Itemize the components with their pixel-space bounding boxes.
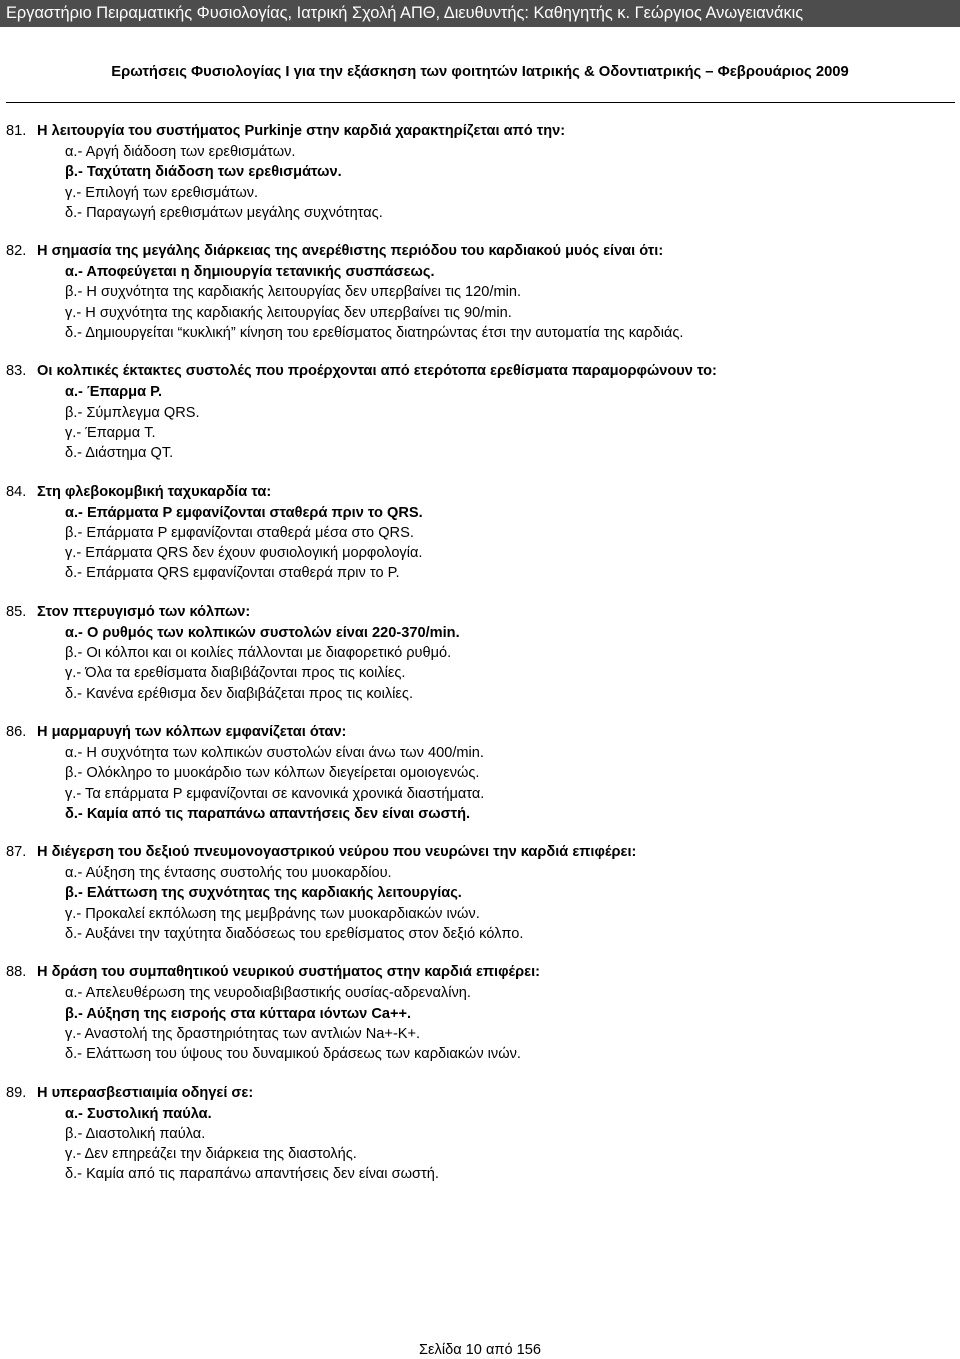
- answer-option-correct: α.- Ο ρυθμός των κολπικών συστολών είναι 220-370/min.: [65, 624, 460, 641]
- question-number: 82.: [6, 243, 27, 260]
- page-number: Σελίδα 10 από 156: [419, 1342, 541, 1358]
- question-number: 84.: [6, 483, 27, 500]
- answer-option: δ.- Κανένα ερέθισμα δεν διαβιβάζεται προς τις κοιλίες.: [65, 685, 414, 702]
- question-header: [6, 722, 955, 743]
- answer-option-correct: β.- Ταχύτατη διάδοση των ερεθισμάτων.: [65, 164, 342, 181]
- answer-option: β.- Οι κόλποι και οι κοιλίες πάλλονται με διαφορετικό ρυθμό.: [65, 645, 452, 662]
- answer-option: δ.- Ελάττωση του ύψους του δυναμικού δράσεως των καρδιακών ινών.: [65, 1046, 521, 1063]
- questions-list: [6, 121, 955, 1203]
- answer-option-correct: β.- Αύξηση της εισροής στα κύτταρα ιόντων Ca++.: [65, 1005, 412, 1022]
- question-item: [6, 361, 955, 463]
- question-number: 86.: [6, 723, 27, 740]
- question-text: Στον πτερυγισμό των κόλπων:: [37, 603, 251, 620]
- answer-option: α.- Αργή διάδοση των ερεθισμάτων.: [65, 144, 296, 160]
- answer-option-correct: δ.- Καμία από τις παραπάνω απαντήσεις δεν είναι σωστή.: [65, 805, 471, 822]
- answer-option: α.- Αύξηση της έντασης συστολής του μυοκαρδίου.: [65, 865, 392, 882]
- question-text: Η δράση του συμπαθητικού νευρικού συστήματος στην καρδιά επιφέρει:: [37, 964, 540, 981]
- answer-option-correct: α.- Έπαρμα P.: [65, 384, 163, 401]
- question-text: Η μαρμαρυγή των κόλπων εμφανίζεται όταν:: [37, 723, 347, 740]
- answer-option: α.- Η συχνότητα των κολπικών συστολών είναι άνω των 400/min.: [65, 744, 484, 761]
- question-number: 89.: [6, 1084, 27, 1101]
- answer-option: γ.- Η συχνότητα της καρδιακής λειτουργίας δεν υπερβαίνει τις 90/min.: [65, 304, 512, 321]
- question-item: [6, 602, 955, 704]
- answer-option: γ.- Έπαρμα T.: [65, 424, 156, 441]
- question-text: Η λειτουργία του συστήματος Purkinje στην καρδιά χαρακτηρίζεται από την:: [37, 123, 566, 139]
- answer-option-correct: α.- Αποφεύγεται η δημιουργία τετανικής συσπάσεως.: [65, 264, 435, 281]
- document-title: Ερωτήσεις Φυσιολογίας Ι για την εξάσκηση των φοιτητών Ιατρικής & Οδοντιατρικής – Φεβρουάριος 2009: [111, 64, 849, 80]
- page-header: Εργαστήριο Πειραματικής Φυσιολογίας, Ιατρική Σχολή ΑΠΘ, Διευθυντής: Καθηγητής κ. Γεώργιος Ανωγειανάκις: [0, 0, 960, 27]
- question-item: [6, 121, 955, 223]
- question-text: Η υπερασβεστιαιμία οδηγεί σε:: [37, 1084, 254, 1101]
- question-number: 81.: [6, 123, 27, 139]
- answer-option: α.- Απελευθέρωση της νευροδιαβιβαστικής ουσίας-αδρεναλίνη.: [65, 985, 471, 1002]
- answer-option: δ.- Παραγωγή ερεθισμάτων μεγάλης συχνότητας.: [65, 204, 383, 221]
- question-text: Η διέγερση του δεξιού πνευμονογαστρικού νεύρου που νευρώνει την καρδιά επιφέρει:: [37, 844, 637, 861]
- answer-option: γ.- Τα επάρματα P εμφανίζονται σε κανονικά χρονικά διαστήματα.: [65, 785, 485, 802]
- answer-option: β.- Επάρματα P εμφανίζονται σταθερά μέσα στο QRS.: [65, 524, 414, 541]
- answer-option-correct: α.- Συστολική παύλα.: [65, 1105, 212, 1122]
- question-item: [6, 722, 955, 824]
- answer-option: γ.- Προκαλεί εκπόλωση της μεμβράνης των μυοκαρδιακών ινών.: [65, 905, 480, 922]
- question-header: [6, 361, 955, 382]
- title-divider: [6, 102, 955, 103]
- question-item: [6, 962, 955, 1064]
- question-text: Οι κολπικές έκτακτες συστολές που προέρχονται από ετερότοπα ερεθίσματα παραμορφώνουν το:: [37, 363, 717, 380]
- answer-option: β.- Σύμπλεγμα QRS.: [65, 404, 200, 421]
- question-header: [6, 842, 955, 863]
- question-header: [6, 962, 955, 983]
- answer-option-correct: α.- Επάρματα P εμφανίζονται σταθερά πριν το QRS.: [65, 504, 423, 521]
- question-number: 85.: [6, 603, 27, 620]
- answer-option: γ.- Όλα τα ερεθίσματα διαβιβάζονται προς τις κοιλίες.: [65, 665, 406, 682]
- question-number: 83.: [6, 363, 27, 380]
- question-header: [6, 482, 955, 503]
- answer-option: β.- Η συχνότητα της καρδιακής λειτουργίας δεν υπερβαίνει τις 120/min.: [65, 284, 522, 301]
- answer-option: β.- Ολόκληρο το μυοκάρδιο των κόλπων διεγείρεται ομοιογενώς.: [65, 765, 480, 782]
- question-item: [6, 482, 955, 584]
- question-number: 87.: [6, 844, 27, 861]
- question-number: 88.: [6, 964, 27, 981]
- answer-option: δ.- Επάρματα QRS εμφανίζονται σταθερά πριν το P.: [65, 565, 400, 582]
- question-text: Στη φλεβοκομβική ταχυκαρδία τα:: [37, 483, 272, 500]
- answer-option: γ.- Επάρματα QRS δεν έχουν φυσιολογική μορφολογία.: [65, 545, 423, 562]
- answer-option: δ.- Διάστημα QT.: [65, 445, 174, 462]
- answer-option: γ.- Αναστολή της δραστηριότητας των αντλιών Na+-K+.: [65, 1025, 421, 1042]
- question-text: Η σημασία της μεγάλης διάρκειας της ανερέθιστης περιόδου του καρδιακού μυός είναι ότι:: [37, 243, 664, 260]
- answer-option: δ.- Δημιουργείται “κυκλική” κίνηση του ερεθίσματος διατηρώντας έτσι την αυτοματία της καρδιάς.: [65, 325, 684, 342]
- answer-option: γ.- Δεν επηρεάζει την διάρκεια της διαστολής.: [65, 1146, 357, 1163]
- answer-option-correct: β.- Ελάττωση της συχνότητας της καρδιακής λειτουργίας.: [65, 885, 462, 902]
- question-item: [6, 842, 955, 944]
- answer-option: δ.- Καμία από τις παραπάνω απαντήσεις δεν είναι σωστή.: [65, 1166, 439, 1183]
- question-item: [6, 1083, 955, 1185]
- question-header: [6, 121, 955, 142]
- answer-option: δ.- Αυξάνει την ταχύτητα διαδόσεως του ερεθίσματος στον δεξιό κόλπο.: [65, 926, 524, 943]
- question-header: [6, 1083, 955, 1104]
- answer-option: γ.- Επιλογή των ερεθισμάτων.: [65, 184, 259, 201]
- question-header: [6, 602, 955, 623]
- answer-option: β.- Διαστολική παύλα.: [65, 1125, 206, 1142]
- question-item: [6, 241, 955, 343]
- question-header: [6, 241, 955, 262]
